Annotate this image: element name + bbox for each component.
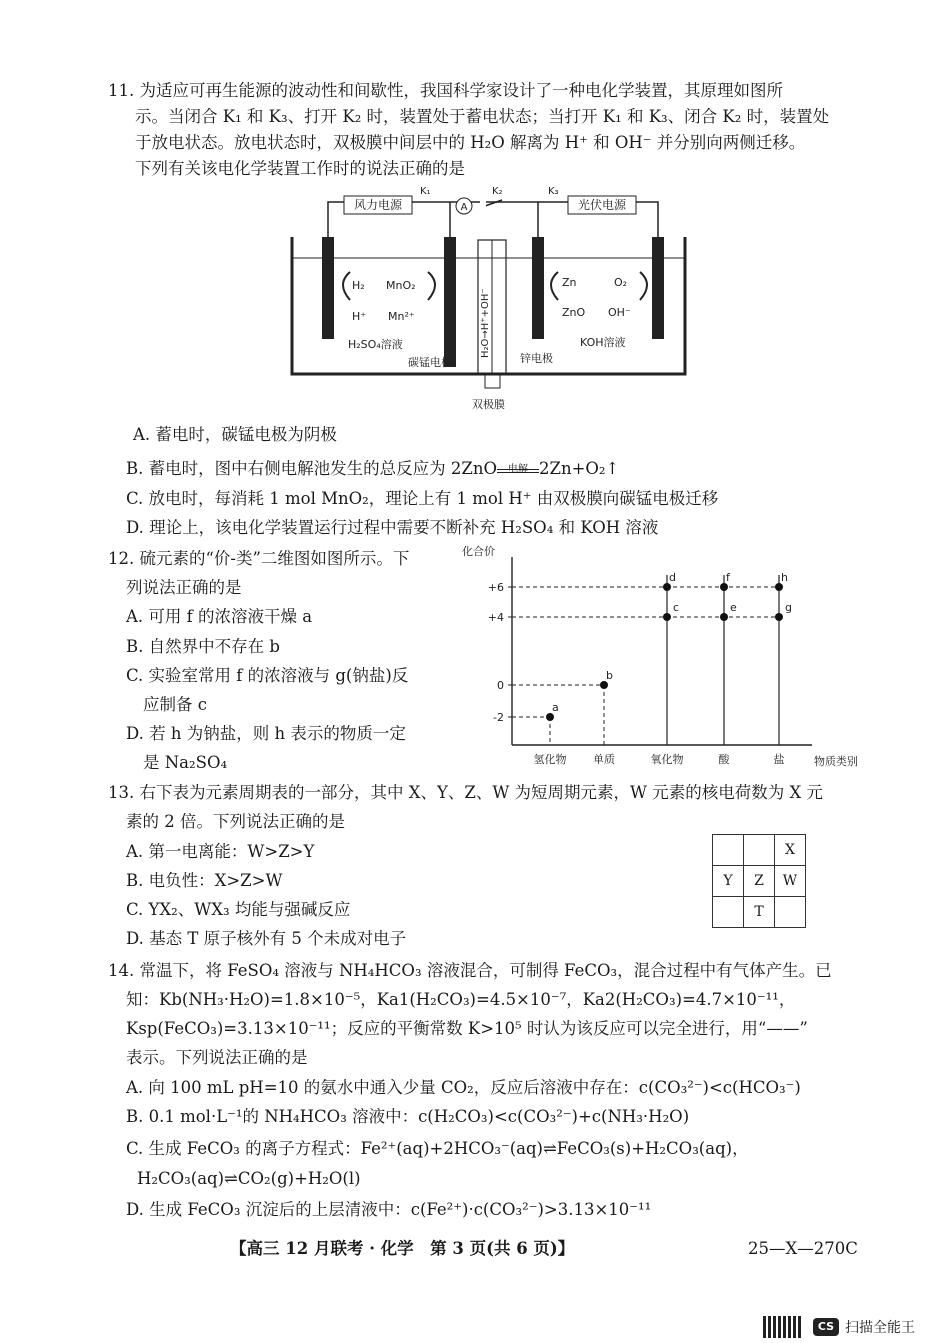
cmn-electrode-label: 碳锰电极 xyxy=(408,356,452,369)
q13-stem-line2: 素的 2 倍。下列说法正确的是 xyxy=(126,812,345,831)
category-label: 盐 xyxy=(773,753,785,766)
cell xyxy=(775,897,806,928)
category-label: 氧化物 xyxy=(650,753,684,766)
q11-option-d: D. 理论上，该电化学装置运行过程中需要不断补充 H₂SO₄ 和 KOH 溶液 xyxy=(126,518,659,537)
q11-option-b-condition: 电解 xyxy=(507,464,528,475)
membrane-reaction-label: H₂O→H⁺+OH⁻ xyxy=(480,288,491,358)
wind-power-label: 风力电源 xyxy=(353,198,403,212)
hplus-label: H⁺ xyxy=(352,310,367,323)
y-tick-label: +6 xyxy=(487,581,504,594)
q14-stem-line4: 表示。下列说法正确的是 xyxy=(126,1048,308,1067)
q11-stem-line1: 11. 为适应可再生能源的波动性和间歇性，我国科学家设计了一种电化学装置，其原理如图所 xyxy=(108,81,783,100)
point-label-f: f xyxy=(726,571,730,584)
point-e xyxy=(720,613,728,621)
switch-k2-label: K₂ xyxy=(492,186,503,197)
q14-stem-line1: 14. 常温下，将 FeSO₄ 溶液与 NH₄HCO₃ 溶液混合，可制得 FeCO₃，混合过程中有气体产生。已 xyxy=(108,961,832,980)
point-label-e: e xyxy=(730,601,737,614)
q11-stem-line2: 示。当闭合 K₁ 和 K₃、打开 K₂ 时，装置处于蓄电状态；当打开 K₁ 和 K₃、闭合 K₂ 时，装置处 xyxy=(135,107,830,126)
point-label-d: d xyxy=(669,571,676,584)
cell xyxy=(744,835,775,866)
point-f xyxy=(720,583,728,591)
cell-y: Y xyxy=(713,866,744,897)
chart-xlabel: 物质类别 xyxy=(814,755,858,768)
switch-k3-label: K₃ xyxy=(548,186,559,197)
periodic-table-fragment xyxy=(712,834,806,928)
q11-stem-line4: 下列有关该电化学装置工作时的说法正确的是 xyxy=(135,159,465,178)
q12-option-d-line2: 是 Na₂SO₄ xyxy=(143,753,228,772)
q11-option-a: A. 蓄电时，碳锰电极为阴极 xyxy=(133,425,337,444)
q12-option-c-line2: 应制备 c xyxy=(143,695,207,714)
zn-electrode-label: 锌电极 xyxy=(520,352,553,365)
q11-electrochem-figure xyxy=(280,182,700,414)
exam-code: 25—X—270C xyxy=(748,1239,858,1258)
oh-label: OH⁻ xyxy=(608,306,631,319)
chart-ylabel: 化合价 xyxy=(462,545,495,558)
point-a xyxy=(546,713,554,721)
y-tick-label: +4 xyxy=(487,611,504,624)
ammeter-label: A xyxy=(460,202,468,213)
q14-option-a: A. 向 100 mL pH=10 的氨水中通入少量 CO₂，反应后溶液中存在：c(CO₃²⁻)<c(HCO₃⁻) xyxy=(126,1078,801,1097)
point-g xyxy=(775,613,783,621)
q12-option-a: A. 可用 f 的浓溶液干燥 a xyxy=(126,607,313,626)
q14-option-b: B. 0.1 mol·L⁻¹的 NH₄HCO₃ 溶液中：c(H₂CO₃)<c(CO₃²⁻)+c(NH₃·H₂O) xyxy=(126,1107,690,1126)
q13-option-a: A. 第一电离能：W>Z>Y xyxy=(126,842,315,861)
q14-option-c-line1: C. 生成 FeCO₃ 的离子方程式：Fe²⁺(aq)+2HCO₃⁻(aq)⇌FeCO₃(s)+H₂CO₃(aq)， xyxy=(126,1139,749,1158)
point-c xyxy=(663,613,671,621)
mno2-label: MnO₂ xyxy=(386,279,416,292)
point-label-h: h xyxy=(781,571,788,584)
q13-stem-line1: 13. 右下表为元素周期表的一部分，其中 X、Y、Z、W 为短周期元素，W 元素的核电荷数为 X 元 xyxy=(108,783,823,802)
category-label: 酸 xyxy=(718,753,730,766)
point-label-b: b xyxy=(606,669,613,682)
y-tick-label: -2 xyxy=(493,711,504,724)
h2so4-label: H₂SO₄溶液 xyxy=(348,338,403,351)
zn-label: Zn xyxy=(562,276,577,289)
q11-option-c: C. 放电时，每消耗 1 mol MnO₂，理论上有 1 mol H⁺ 由双极膜向碳锰电极迁移 xyxy=(126,489,719,508)
point-label-g: g xyxy=(785,601,792,614)
scanner-app-name: 扫描全能王 xyxy=(845,1320,915,1336)
h2-label: H₂ xyxy=(352,279,365,292)
q13-option-d: D. 基态 T 原子核外有 5 个未成对电子 xyxy=(126,929,407,948)
q14-option-c-line2: H₂CO₃(aq)⇌CO₂(g)+H₂O(l) xyxy=(137,1169,361,1188)
solar-power-label: 光伏电源 xyxy=(577,198,627,212)
q12-option-d-line1: D. 若 h 为钠盐，则 h 表示的物质一定 xyxy=(126,724,406,743)
page-footer: 【高三 12 月联考 · 化学 第 3 页(共 6 页)】 xyxy=(230,1239,575,1258)
o2-label: O₂ xyxy=(614,276,628,289)
bipolar-membrane-label: 双极膜 xyxy=(472,398,505,411)
switch-k1-label: K₁ xyxy=(420,186,431,197)
q14-stem-line3: Ksp(FeCO₃)=3.13×10⁻¹¹；反应的平衡常数 K>10⁵ 时认为该反应可以完全进行，用“——” xyxy=(126,1019,808,1038)
cell-t: T xyxy=(744,897,775,928)
q12-option-c-line1: C. 实验室常用 f 的浓溶液与 g(钠盐)反 xyxy=(126,666,409,685)
category-label: 氢化物 xyxy=(533,753,567,766)
q12-stem-line2: 列说法正确的是 xyxy=(126,578,242,597)
category-label: 单质 xyxy=(593,753,615,766)
q12-valence-class-chart xyxy=(462,545,870,770)
cell xyxy=(713,897,744,928)
point-label-a: a xyxy=(552,701,559,714)
koh-label: KOH溶液 xyxy=(580,336,626,349)
cell xyxy=(713,835,744,866)
camscanner-logo-icon: CS xyxy=(813,1318,839,1336)
q11-stem-line3: 于放电状态。放电状态时，双极膜中间层中的 H₂O 解离为 H⁺ 和 OH⁻ 并分别向两侧迁移。 xyxy=(135,133,806,152)
mn2-label: Mn²⁺ xyxy=(388,310,415,323)
point-d xyxy=(663,583,671,591)
point-label-c: c xyxy=(673,601,680,614)
point-h xyxy=(775,583,783,591)
q11-option-b-pre: B. 蓄电时，图中右侧电解池发生的总反应为 2ZnO xyxy=(126,459,497,478)
cell-x: X xyxy=(775,835,806,866)
q11-option-b xyxy=(126,458,619,480)
q14-stem-line2: 知：Kb(NH₃·H₂O)=1.8×10⁻⁵，Ka1(H₂CO₃)=4.5×10⁻⁷，Ka2(H₂CO₃)=4.7×10⁻¹¹， xyxy=(126,990,796,1009)
point-b xyxy=(600,681,608,689)
q12-stem-line1: 12. 硫元素的“价-类”二维图如图所示。下 xyxy=(108,549,410,568)
q13-option-b: B. 电负性：X>Z>W xyxy=(126,871,283,890)
qr-code-icon xyxy=(763,1316,803,1338)
y-tick-label: 0 xyxy=(497,679,504,692)
q11-option-b-post: 2Zn+O₂↑ xyxy=(538,459,620,478)
zno-label: ZnO xyxy=(562,306,586,319)
cell-w: W xyxy=(775,866,806,897)
q13-option-c: C. YX₂、WX₃ 均能与强碱反应 xyxy=(126,900,351,919)
cell-z: Z xyxy=(744,866,775,897)
q14-option-d: D. 生成 FeCO₃ 沉淀后的上层清液中：c(Fe²⁺)·c(CO₃²⁻)>3.13×10⁻¹¹ xyxy=(126,1200,652,1219)
q12-option-b: B. 自然界中不存在 b xyxy=(126,637,280,656)
